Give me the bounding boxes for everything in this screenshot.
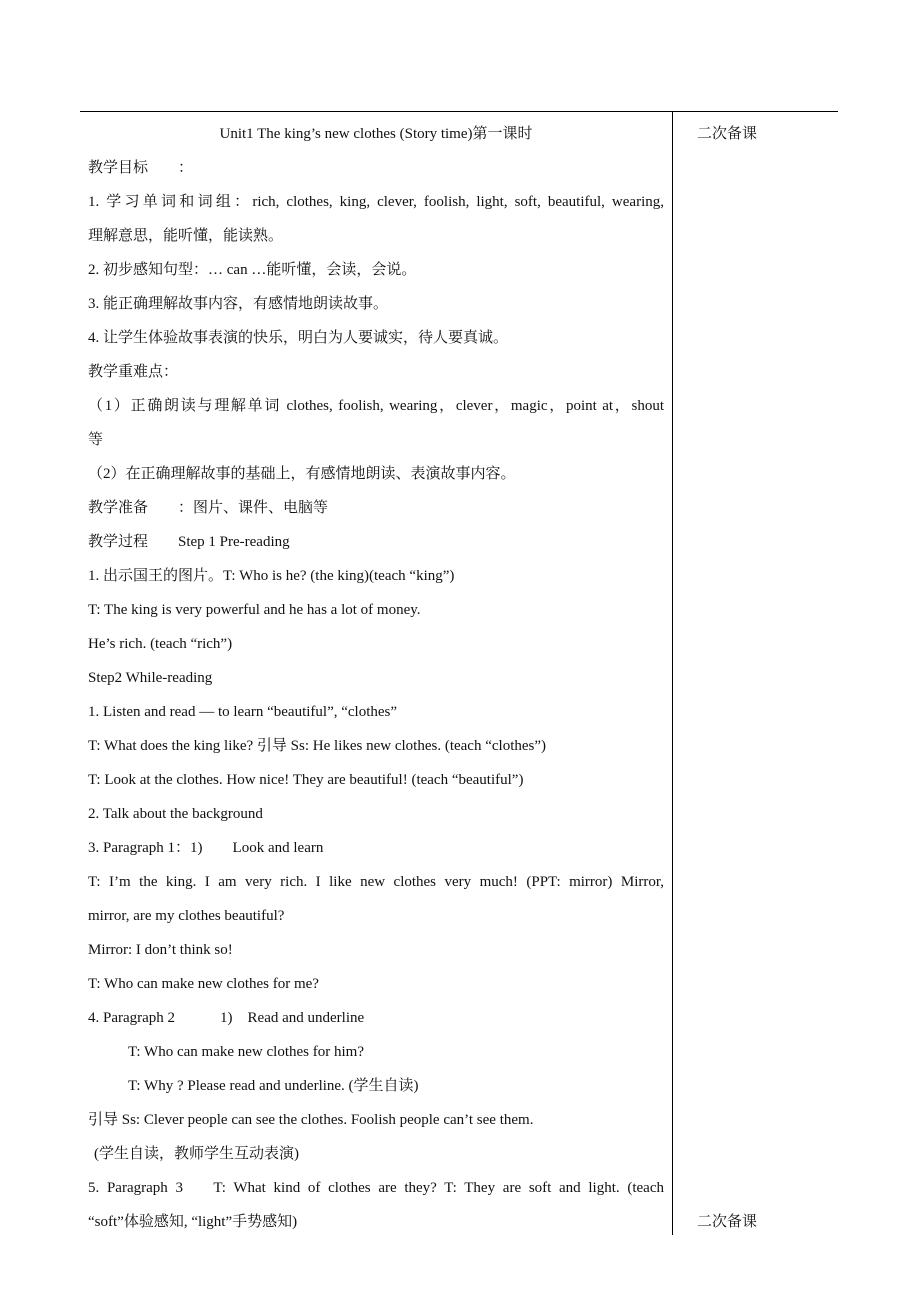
step2-line-3: T: Look at the clothes. How nice! They are beautiful! (teach “beautiful”) bbox=[88, 772, 524, 788]
process-step-1: 教学过程 Step 1 Pre-reading bbox=[88, 534, 290, 550]
objectives-heading: 教学目标 ： bbox=[88, 160, 194, 176]
second-prep-label-top: 二次备课 bbox=[697, 126, 758, 142]
paragraph2-line-3: 引导 Ss: Clever people can see the clothes. Foolish people can’t see them. bbox=[88, 1112, 534, 1128]
paragraph3-line-2: “soft”体验感知, “light”手势感知) bbox=[88, 1214, 298, 1230]
paragraph1-line-2: mirror, are my clothes beautiful? bbox=[88, 908, 285, 924]
step1-line-2: T: The king is very powerful and he has a lot of money. bbox=[88, 602, 421, 618]
objective-1-cont: 理解意思，能听懂，能读熟。 bbox=[88, 228, 284, 244]
key-point-2: （2）在正确理解故事的基础上，有感情地朗读、表演故事内容。 bbox=[88, 466, 516, 482]
step-2-heading: Step2 While-reading bbox=[88, 670, 213, 686]
paragraph1-line-4: T: Who can make new clothes for me? bbox=[88, 976, 319, 992]
lesson-plan-body bbox=[88, 117, 664, 1239]
paragraph2-line-2: T: Why ? Please read and underline. (学生自读) bbox=[128, 1078, 419, 1094]
preparation: 教学准备 ：图片、课件、电脑等 bbox=[88, 500, 329, 516]
paragraph2-line-1: T: Who can make new clothes for him? bbox=[128, 1044, 364, 1060]
key-points-heading: 教学重难点： bbox=[88, 364, 179, 380]
step2-line-2: T: What does the king like? 引导 Ss: He likes new clothes. (teach “clothes”) bbox=[88, 738, 547, 754]
step1-item-1: 1. 出示国王的图片。T: Who is he? (the king)(teach “king”) bbox=[88, 568, 455, 584]
key-point-1-cont: 等 bbox=[88, 432, 104, 448]
step2-item-1: 1. Listen and read — to learn “beautiful”, “clothes” bbox=[88, 704, 398, 720]
column-divider bbox=[672, 111, 673, 1235]
step2-item-3: 3. Paragraph 1：1) Look and learn bbox=[88, 840, 324, 856]
step2-item-4: 4. Paragraph 2 1) Read and underline bbox=[88, 1010, 365, 1026]
objective-3: 3. 能正确理解故事内容，有感情地朗读故事。 bbox=[88, 296, 389, 312]
step2-item-2: 2. Talk about the background bbox=[88, 806, 263, 822]
objective-2: 2. 初步感知句型：… can …能听懂，会读，会说。 bbox=[88, 262, 417, 278]
paragraph1-line-3: Mirror: I don’t think so! bbox=[88, 942, 233, 958]
paragraph2-line-4: (学生自读，教师学生互动表演) bbox=[94, 1146, 299, 1162]
objective-1: 1. 学习单词和词组：rich, clothes, king, clever, foolish, light, soft, beautiful, wearing, bbox=[88, 194, 664, 210]
objective-4: 4. 让学生体验故事表演的快乐，明白为人要诚实，待人要真诚。 bbox=[88, 330, 509, 346]
key-point-1: （1）正确朗读与理解单词 clothes, foolish, wearing，clever，magic，point at，shout bbox=[88, 398, 664, 414]
lesson-title: Unit1 The king’s new clothes (Story time)第一课时 bbox=[219, 126, 533, 142]
step2-item-5: 5. Paragraph 3 T: What kind of clothes are they? T: They are soft and light. (teach bbox=[88, 1180, 664, 1196]
second-prep-label-bottom: 二次备课 bbox=[697, 1214, 758, 1230]
paragraph1-line-1: T: I’m the king. I am very rich. I like new clothes very much! (PPT: mirror) Mirror, bbox=[88, 874, 664, 890]
table-top-border bbox=[80, 111, 838, 112]
step1-line-3: He’s rich. (teach “rich”) bbox=[88, 636, 233, 652]
